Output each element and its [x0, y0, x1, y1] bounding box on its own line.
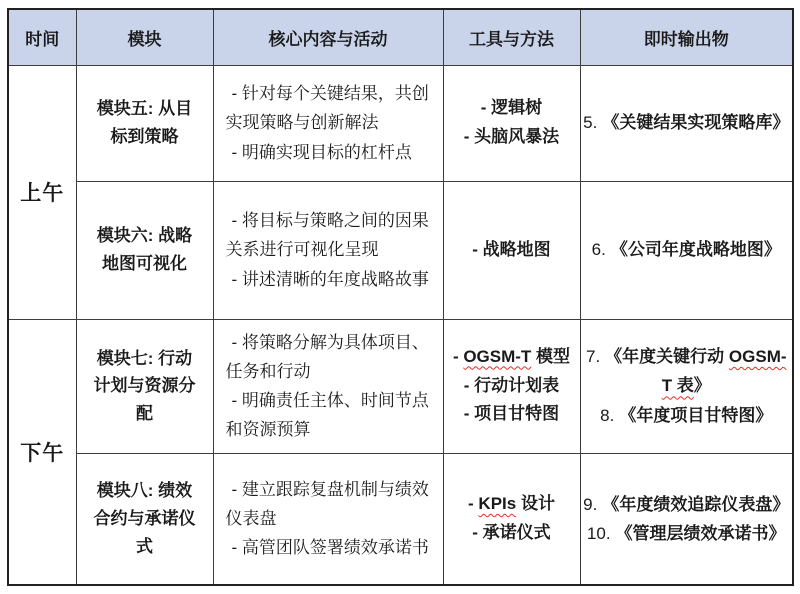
- time-cell-afternoon: 下午: [8, 319, 76, 585]
- tool-item: [453, 490, 571, 519]
- content-bullet: - 将策略分解为具体项目、任务和行动: [225, 332, 429, 381]
- workshop-agenda-table: [7, 8, 794, 586]
- tool-item: [453, 400, 571, 429]
- module-cell-5: 模块五: 从目标到策略: [76, 65, 213, 181]
- output-item: [583, 342, 791, 400]
- output-title: 《年度关键行动: [605, 347, 729, 367]
- content-cell-8: [213, 453, 443, 585]
- output-title: 《关键结果实现策略库》: [602, 113, 790, 133]
- output-title: 《年度绩效追踪仪表盘》: [602, 494, 790, 514]
- tool-text: 模型: [531, 346, 571, 366]
- output-title: 》: [693, 376, 711, 396]
- outputs-cell-5: [580, 65, 793, 181]
- output-title: 《年度项目甘特图》: [619, 405, 773, 425]
- table-row-module-6: [8, 181, 793, 319]
- tools-cell-6: [443, 181, 580, 319]
- tool-text: - 头脑风暴法: [463, 127, 560, 146]
- tool-text: -: [468, 493, 479, 513]
- header-row: [8, 9, 793, 65]
- header-core-content: 核心内容与活动: [213, 9, 443, 65]
- outputs-cell-8: [580, 453, 793, 585]
- tool-text: - 逻辑树: [480, 98, 543, 118]
- content-bullet: - 高管团队签署绩效承诺书: [231, 538, 429, 558]
- header-outputs: 即时输出物: [580, 9, 793, 65]
- tool-item: [453, 123, 571, 152]
- output-number: 7.: [585, 347, 601, 367]
- tool-text: 设计: [516, 493, 555, 513]
- content-bullet: - 明确实现目标的杠杆点: [231, 142, 412, 162]
- output-title: 《公司年度战略地图》: [610, 240, 781, 260]
- output-item: [583, 108, 791, 137]
- tool-text-misspelled: KPIs: [478, 493, 517, 513]
- tool-text: - 行动计划表: [463, 375, 560, 395]
- output-item: [583, 519, 791, 548]
- output-number: 6.: [591, 240, 606, 260]
- tool-text-misspelled: OGSM-T: [463, 346, 532, 366]
- header-module: 模块: [76, 9, 213, 65]
- output-item: [583, 235, 791, 264]
- output-number: 5.: [583, 113, 598, 133]
- tools-cell-5: [443, 65, 580, 181]
- tool-item: [453, 372, 571, 401]
- tools-cell-7: [443, 319, 580, 453]
- content-bullet: - 针对每个关键结果，共创实现策略与创新解法: [225, 84, 429, 133]
- tool-text: - 项目甘特图: [463, 404, 560, 424]
- module-cell-7: 模块七: 行动计划与资源分配: [76, 319, 213, 453]
- tool-text: - 战略地图: [472, 239, 551, 259]
- module-cell-8: 模块八: 绩效合约与承诺仪式: [76, 453, 213, 585]
- tools-cell-8: [443, 453, 580, 585]
- content-bullet: - 建立跟踪复盘机制与绩效仪表盘: [225, 479, 429, 529]
- content-cell-5: [213, 65, 443, 181]
- tool-item: [453, 94, 571, 123]
- outputs-cell-7: [580, 319, 793, 453]
- tool-item: [453, 236, 571, 265]
- tool-text: -: [452, 346, 464, 366]
- tool-item: [453, 343, 571, 372]
- output-number: 8.: [600, 405, 615, 425]
- output-title: 《管理层绩效承诺书》: [615, 523, 786, 543]
- content-cell-6: [213, 181, 443, 319]
- content-bullet: - 将目标与策略之间的因果关系进行可视化呈现: [225, 211, 429, 260]
- output-item: [583, 490, 791, 519]
- header-time: 时间: [8, 9, 76, 65]
- output-number: 9.: [583, 494, 598, 514]
- output-number: 10.: [586, 523, 611, 543]
- module-cell-6: 模块六: 战略地图可视化: [76, 181, 213, 319]
- output-item: [583, 401, 791, 430]
- content-bullet: - 明确责任主体、时间节点和资源预算: [225, 391, 429, 440]
- tool-item: [453, 519, 571, 548]
- table-row-module-7: [8, 319, 793, 453]
- time-cell-morning: 上午: [8, 65, 76, 319]
- tool-text: - 承诺仪式: [472, 522, 551, 542]
- table-row-module-5: [8, 65, 793, 181]
- output-title-misspelled: OGSM-T 表: [661, 347, 787, 396]
- table-row-module-8: [8, 453, 793, 585]
- outputs-cell-6: [580, 181, 793, 319]
- content-cell-7: [213, 319, 443, 453]
- header-tools-methods: 工具与方法: [443, 9, 580, 65]
- content-bullet: - 讲述清晰的年度战略故事: [231, 269, 429, 289]
